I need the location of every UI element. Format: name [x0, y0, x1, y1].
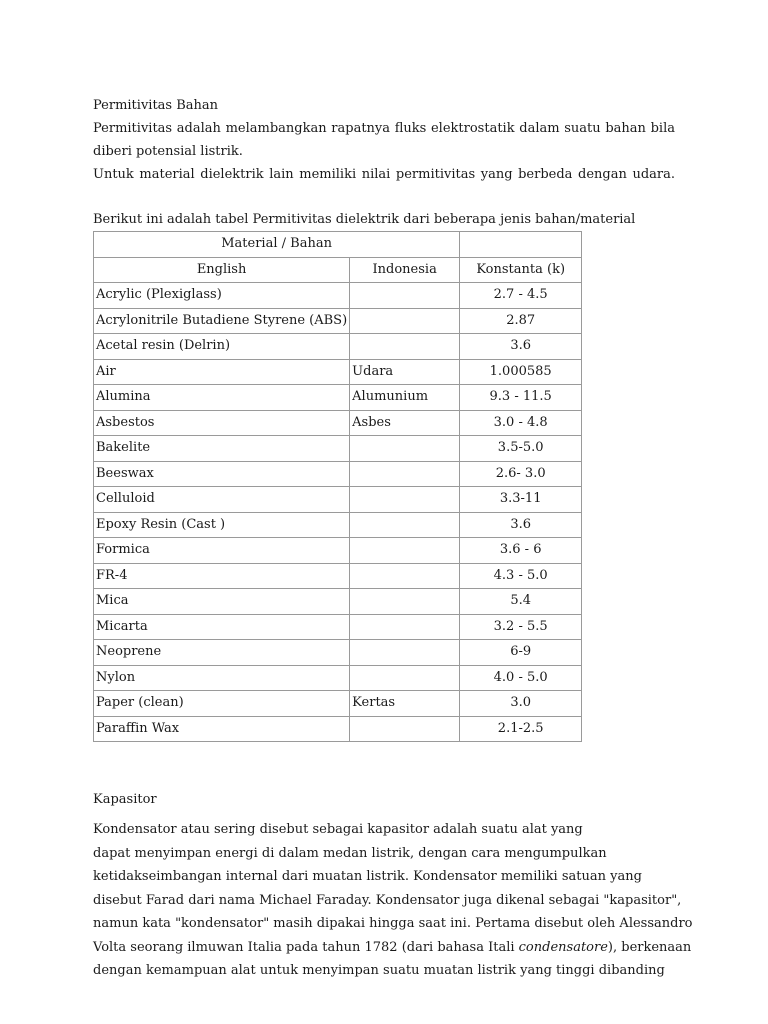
cell-konstanta: 2.6- 3.0	[460, 461, 582, 487]
para-text: Volta seorang ilmuwan Italia pada tahun 1782 (dari bahasa Itali	[93, 939, 519, 955]
cell-english: Acrylic (Plexiglass)	[94, 283, 350, 309]
table-row	[94, 589, 582, 615]
cell-indonesia	[350, 308, 460, 334]
cell-english: Epoxy Resin (Cast )	[94, 512, 350, 538]
cell-konstanta: 3.6 - 6	[460, 538, 582, 564]
col-english-header: English	[94, 257, 350, 283]
cell-english: Beeswax	[94, 461, 350, 487]
table-row	[94, 359, 582, 385]
cell-english: Micarta	[94, 614, 350, 640]
cell-indonesia: Udara	[350, 359, 460, 385]
table-row	[94, 461, 582, 487]
table-row	[94, 410, 582, 436]
cell-indonesia	[350, 640, 460, 666]
cell-english: Paper (clean)	[94, 691, 350, 717]
cell-indonesia: Alumunium	[350, 385, 460, 411]
para-line: disebut Farad dari nama Michael Faraday. Kondensator juga dikenal sebagai "kapasitor",	[93, 892, 682, 908]
cell-english: Bakelite	[94, 436, 350, 462]
col-indonesia-header: Indonesia	[350, 257, 460, 283]
cell-konstanta: 9.3 - 11.5	[460, 385, 582, 411]
para-line: dapat menyimpan energi di dalam medan listrik, dengan cara mengumpulkan	[93, 845, 607, 861]
table-row	[94, 563, 582, 589]
table-subheader-row	[94, 257, 582, 283]
table-row	[94, 614, 582, 640]
cell-konstanta: 3.0	[460, 691, 582, 717]
table-row	[94, 308, 582, 334]
table-row	[94, 640, 582, 666]
cell-english: Acrylonitrile Butadiene Styrene (ABS)	[94, 308, 350, 334]
spacer	[93, 186, 675, 208]
table-row	[94, 283, 582, 309]
cell-english: Acetal resin (Delrin)	[94, 334, 350, 360]
cell-indonesia	[350, 589, 460, 615]
cell-konstanta: 3.6	[460, 334, 582, 360]
table-row	[94, 665, 582, 691]
cell-konstanta: 1.000585	[460, 359, 582, 385]
cell-english: Asbestos	[94, 410, 350, 436]
cell-konstanta: 4.3 - 5.0	[460, 563, 582, 589]
cell-english: Alumina	[94, 385, 350, 411]
document-page	[93, 94, 693, 983]
table-row	[94, 487, 582, 513]
cell-indonesia	[350, 614, 460, 640]
table-row	[94, 436, 582, 462]
cell-indonesia: Asbes	[350, 410, 460, 436]
cell-indonesia	[350, 716, 460, 742]
cell-english: Air	[94, 359, 350, 385]
cell-konstanta: 3.0 - 4.8	[460, 410, 582, 436]
cell-konstanta: 2.7 - 4.5	[460, 283, 582, 309]
cell-english: Mica	[94, 589, 350, 615]
cell-english: Paraffin Wax	[94, 716, 350, 742]
cell-indonesia	[350, 436, 460, 462]
para-text: ), berkenaan	[607, 939, 692, 955]
table-row	[94, 716, 582, 742]
table-row	[94, 538, 582, 564]
cell-konstanta: 3.5-5.0	[460, 436, 582, 462]
para-line: namun kata "kondensator" masih dipakai hingga saat ini. Pertama disebut oleh Alessandro	[93, 916, 693, 931]
table-row	[94, 512, 582, 538]
kapasitor-section	[93, 788, 693, 983]
italic-term: condensatore	[518, 939, 608, 955]
cell-konstanta: 6-9	[460, 640, 582, 666]
cell-konstanta: 2.87	[460, 308, 582, 334]
cell-konstanta: 3.6	[460, 512, 582, 538]
cell-indonesia	[350, 512, 460, 538]
table-row	[94, 385, 582, 411]
intro-line-2: diberi potensial listrik.	[93, 144, 243, 159]
kapasitor-paragraph	[93, 818, 693, 983]
table-row	[94, 334, 582, 360]
cell-konstanta: 4.0 - 5.0	[460, 665, 582, 691]
group-header: Material / Bahan	[94, 232, 460, 258]
cell-indonesia	[350, 461, 460, 487]
cell-konstanta: 3.3-11	[460, 487, 582, 513]
cell-konstanta: 5.4	[460, 589, 582, 615]
doc-title: Permitivitas Bahan	[93, 98, 219, 113]
table-header-row	[94, 232, 582, 258]
permittivity-table	[93, 231, 582, 742]
cell-konstanta: 3.2 - 5.5	[460, 614, 582, 640]
cell-indonesia	[350, 283, 460, 309]
cell-indonesia	[350, 334, 460, 360]
intro-line-1: Permitivitas adalah melambangkan rapatnya fluks elektrostatik dalam suatu bahan bila	[93, 121, 675, 136]
para-line	[93, 936, 692, 960]
cell-english: Celluloid	[94, 487, 350, 513]
cell-english: FR-4	[94, 563, 350, 589]
cell-english: Neoprene	[94, 640, 350, 666]
cell-indonesia	[350, 563, 460, 589]
cell-konstanta: 2.1-2.5	[460, 716, 582, 742]
cell-indonesia: Kertas	[350, 691, 460, 717]
section-title: Kapasitor	[93, 792, 157, 807]
empty-header-cell	[460, 232, 582, 258]
cell-indonesia	[350, 538, 460, 564]
cell-english: Nylon	[94, 665, 350, 691]
cell-indonesia	[350, 487, 460, 513]
para-line: ketidakseimbangan internal dari muatan listrik. Kondensator memiliki satuan yang	[93, 869, 642, 884]
cell-english: Formica	[94, 538, 350, 564]
table-row	[94, 691, 582, 717]
intro-line-3: Untuk material dielektrik lain memiliki nilai permitivitas yang berbeda dengan udara.	[93, 167, 675, 182]
table-caption: Berikut ini adalah tabel Permitivitas dielektrik dari beberapa jenis bahan/material	[93, 212, 636, 227]
para-line: Kondensator atau sering disebut sebagai kapasitor adalah suatu alat yang	[93, 822, 583, 837]
para-line: dengan kemampuan alat untuk menyimpan suatu muatan listrik yang tinggi dibanding	[93, 963, 665, 978]
cell-indonesia	[350, 665, 460, 691]
col-konstanta-header: Konstanta (k)	[460, 257, 582, 283]
